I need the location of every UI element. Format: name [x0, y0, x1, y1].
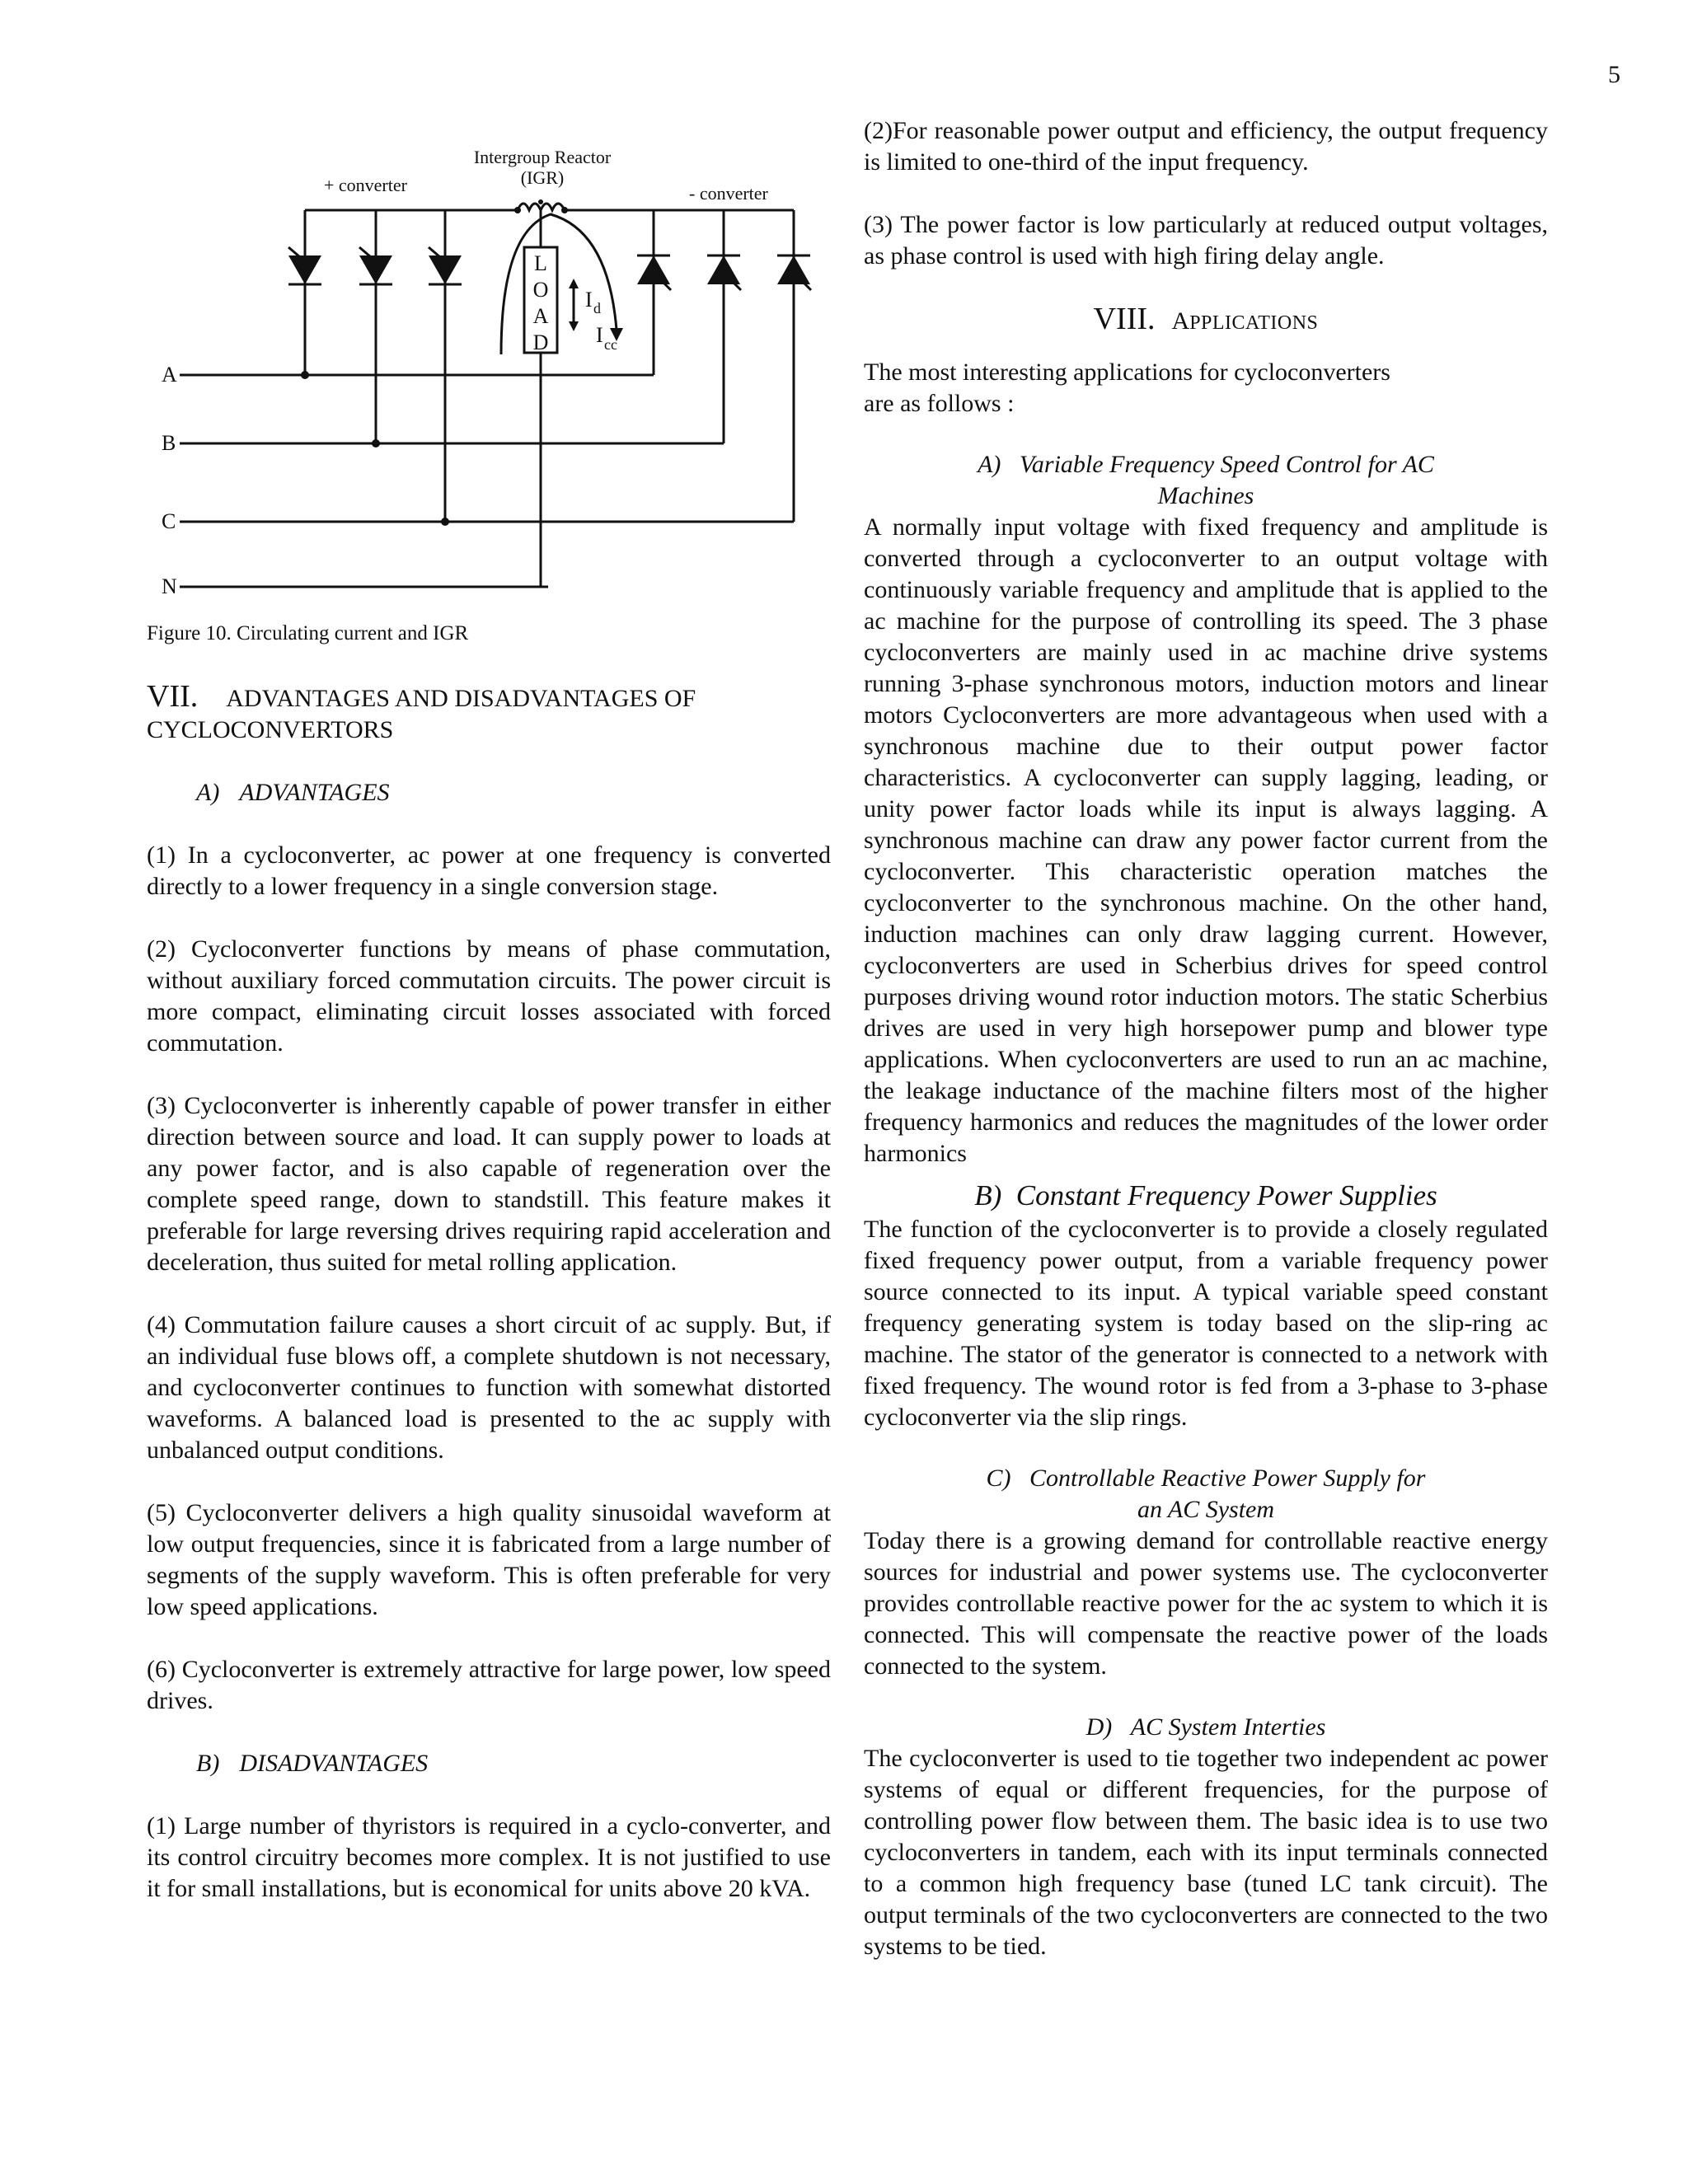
subheading-title: AC System Interties	[1130, 1713, 1326, 1741]
load-letter-d: D	[532, 330, 549, 354]
subheading-title: DISADVANTAGES	[239, 1750, 429, 1777]
subheading-d	[864, 1712, 1548, 1743]
advantage-item: (1) In a cycloconverter, ac power at one frequency is converted directly to a lower frequency in a single conversion stage.	[147, 841, 831, 900]
load-letter-l: L	[534, 251, 547, 275]
subheading-a-line	[864, 449, 1548, 480]
subheading-a-line-2: Machines	[1157, 482, 1254, 509]
subheading-disadvantages	[196, 1748, 831, 1779]
subheading-title: Constant Frequency Power Supplies	[1015, 1179, 1437, 1212]
right-column	[864, 115, 1548, 1962]
phase-label-a: A	[162, 363, 177, 387]
figure-caption: Figure 10. Circulating current and IGR	[147, 622, 469, 644]
load-letter-a: A	[532, 304, 549, 328]
subheading-c-line	[864, 1463, 1548, 1494]
icc-label: I	[596, 323, 603, 347]
junction-a	[301, 371, 309, 379]
advantage-item: (4) Commutation failure causes a short circuit of ac supply. But, if an individual fuse blows off, a complete shutdown is not necessary, and cycloconverter continues to function with somewhat distorted waveforms. A balanced load is presented to the ac supply with unbalanced output conditions.	[147, 1311, 831, 1464]
phase-label-n: N	[162, 574, 177, 598]
subheading-label: B)	[974, 1179, 1002, 1212]
section-number: VII.	[147, 679, 199, 714]
subheading-c-line-2: an AC System	[1137, 1496, 1275, 1523]
phase-label-b: B	[162, 431, 176, 455]
section-title-initial: A	[1171, 307, 1190, 335]
igr-title-label: Intergroup Reactor	[473, 147, 612, 167]
id-arrow-down	[569, 321, 579, 331]
application-text-b: The function of the cycloconverter is to provide a closely regulated fixed frequency power output, from a variable frequency power source connected to its input. A typical variable speed constant frequency generating system is today based on the slip-ring ac machine. The stator of the generator is connected to a network with fixed frequency. The wound rotor is fed from a 3-phase to 3-phase cycloconverter via the slip rings.	[864, 1216, 1548, 1431]
disadvantage-item: (1) Large number of thyristors is required in a cyclo-converter, and its control circuitry becomes more complex. It is not justified to use it for small installations, but is economical for units above 20 kVA.	[147, 1812, 831, 1902]
subheading-b	[864, 1178, 1548, 1214]
subheading-label: A)	[978, 451, 1001, 478]
phase-label-c: C	[162, 509, 176, 533]
minus-converter-label: - converter	[689, 183, 768, 204]
section-heading-viii	[864, 303, 1548, 339]
thyristor-plus-3	[429, 255, 462, 284]
intro-line: are as follows :	[864, 390, 1015, 417]
circuit-diagram-figure	[147, 115, 831, 618]
junction-b	[372, 439, 380, 448]
load-letter-o: O	[532, 278, 549, 302]
plus-converter-label: + converter	[324, 175, 407, 195]
subheading-label: D)	[1085, 1713, 1113, 1741]
advantage-item: (5) Cycloconverter delivers a high quality sinusoidal waveform at low output frequencies, since it is fabricated from a large number of segments of the supply waveform. This is often preferable for very low speed applications.	[147, 1499, 831, 1620]
igr-coil	[518, 204, 565, 210]
subheading-title: Controllable Reactive Power Supply for	[1029, 1465, 1426, 1492]
id-subscript: d	[593, 300, 601, 316]
advantage-item: (2) Cycloconverter functions by means of phase commutation, without auxiliary forced commutation circuits. The power circuit is more compact, eliminating circuit losses associated with forced commutation.	[147, 935, 831, 1057]
advantage-item: (3) Cycloconverter is inherently capable of power transfer in either direction between source and load. It can supply power to loads at any power factor, and is also capable of regeneration over the complete speed range, down to standstill. This feature makes it preferable for large reversing drives requiring rapid acceleration and deceleration, thus suited for metal rolling application.	[147, 1092, 831, 1276]
page-number: 5	[1608, 61, 1620, 88]
section-title: ADVANTAGES AND DISADVANTAGES OF CYCLOCONVERTORS	[147, 685, 696, 743]
thyristor-plus-1	[288, 255, 321, 284]
thyristor-plus-2	[359, 255, 392, 284]
section-title-rest: PPLICATIONS	[1189, 312, 1319, 334]
igr-abbrev-label: (IGR)	[520, 167, 565, 188]
intro-line: The most interesting applications for cycloconverters	[864, 359, 1390, 386]
junction-c	[441, 518, 449, 526]
subheading-label: C)	[986, 1465, 1011, 1492]
icc-subscript: cc	[604, 336, 617, 353]
subheading-c	[864, 1463, 1548, 1526]
section-heading-vii	[147, 681, 831, 746]
subheading-a	[864, 449, 1548, 512]
subheading-advantages	[196, 777, 831, 808]
subheading-label: B)	[196, 1750, 220, 1777]
applications-intro	[864, 357, 1548, 419]
application-text-d: The cycloconverter is used to tie together two independent ac power systems of equal or different frequencies, for the purpose of controlling power flow between them. The basic idea is to use two cycloconverters in tandem, each with its input terminals connected to a common high frequency base (tuned LC tank circuit). The output terminals of the two cycloconverters are connected to the two systems to be tied.	[864, 1745, 1548, 1960]
thyristor-minus-3	[777, 255, 810, 284]
disadvantage-item: (3) The power factor is low particularly at reduced output voltages, as phase control is used with high firing delay angle.	[864, 211, 1548, 269]
section-number: VIII.	[1093, 302, 1156, 336]
thyristor-minus-1	[637, 255, 670, 284]
subheading-title: ADVANTAGES	[239, 779, 390, 806]
advantage-item: (6) Cycloconverter is extremely attractive for large power, low speed drives.	[147, 1656, 831, 1714]
thyristor-minus-2	[707, 255, 740, 284]
application-text-a: A normally input voltage with fixed frequency and amplitude is converted through a cycloconverter to an output voltage with continuously variable frequency and amplitude that is applied to the ac machine for the purpose of controlling its speed. The 3 phase cycloconverters are mainly used in ac machine drive systems running 3-phase synchronous motors, induction motors and linear motors Cycloconverters are more advantageous when used with a synchronous machine due to their output power factor characteristics. A cycloconverter can supply lagging, leading, or unity power factor loads while its input is always lagging. A synchronous machine can draw any power factor current from the cycloconverter. This characteristic operation matches the cycloconverter to the synchronous machine. On the other hand, induction machines can only draw lagging current. However, cycloconverters are used in Scherbius drives for speed control purposes driving wound rotor induction motors. The static Scherbius drives are used in very high horsepower pump and blower type applications. When cycloconverters are used to run an ac machine, the leakage inductance of the machine filters most of the higher frequency harmonics and reduces the magnitudes of the lower order harmonics	[864, 513, 1548, 1167]
id-arrow-up	[569, 279, 579, 288]
subheading-title: Variable Frequency Speed Control for AC	[1019, 451, 1434, 478]
left-column	[147, 115, 831, 1936]
subheading-label: A)	[196, 779, 220, 806]
disadvantage-item: (2)For reasonable power output and efficiency, the output frequency is limited to one-third of the input frequency.	[864, 117, 1548, 176]
application-text-c: Today there is a growing demand for controllable reactive energy sources for industrial and power systems use. The cycloconverter provides controllable reactive power for the ac system to which it is connected. This will compensate the reactive power of the loads connected to the system.	[864, 1527, 1548, 1680]
id-label: I	[585, 288, 593, 312]
